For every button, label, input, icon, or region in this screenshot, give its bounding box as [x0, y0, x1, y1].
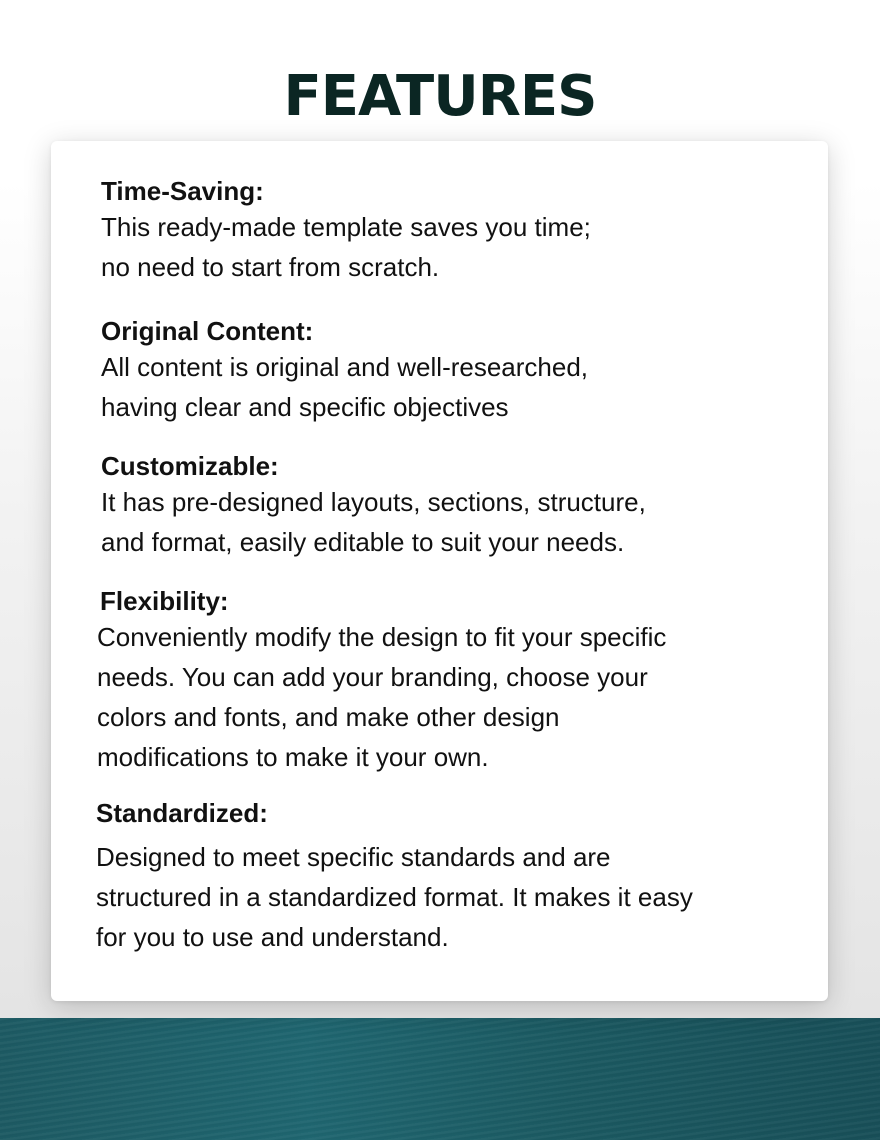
feature-heading: Original Content:: [101, 316, 314, 346]
feature-text-line: and format, easily editable to suit your needs.: [101, 527, 625, 557]
feature-heading: Time-Saving:: [101, 176, 264, 206]
feature-text-line: for you to use and understand.: [96, 922, 449, 952]
decorative-teal-band: [0, 1018, 880, 1140]
feature-customizable: [101, 450, 646, 562]
features-card: [51, 141, 828, 1001]
feature-text-line: colors and fonts, and make other design: [97, 702, 560, 732]
feature-text-line: This ready-made template saves you time;: [101, 212, 591, 242]
feature-heading: Customizable:: [101, 451, 279, 481]
feature-text-line: All content is original and well-researched,: [101, 352, 589, 382]
feature-text-line: It has pre-designed layouts, sections, structure,: [101, 487, 646, 517]
feature-time-saving: [101, 175, 591, 287]
feature-description: [101, 482, 646, 562]
feature-text-line: structured in a standardized format. It makes it easy: [96, 882, 693, 912]
feature-heading: Flexibility:: [100, 586, 229, 616]
feature-text-line: Conveniently modify the design to fit your specific: [97, 622, 667, 652]
feature-description: [101, 347, 588, 427]
page-title: FEATURES: [283, 64, 597, 129]
feature-flexibility: [97, 585, 666, 777]
feature-original-content: [101, 315, 588, 427]
feature-description: [101, 207, 591, 287]
feature-description: [97, 617, 666, 777]
feature-standardized: [96, 797, 693, 957]
feature-text-line: having clear and specific objectives: [101, 392, 509, 422]
feature-description: [96, 837, 693, 957]
feature-text-line: no need to start from scratch.: [101, 252, 440, 282]
feature-text-line: modifications to make it your own.: [97, 742, 489, 772]
feature-heading: Standardized:: [96, 798, 268, 828]
feature-text-line: needs. You can add your branding, choose your: [97, 662, 648, 692]
feature-text-line: Designed to meet specific standards and are: [96, 842, 611, 872]
